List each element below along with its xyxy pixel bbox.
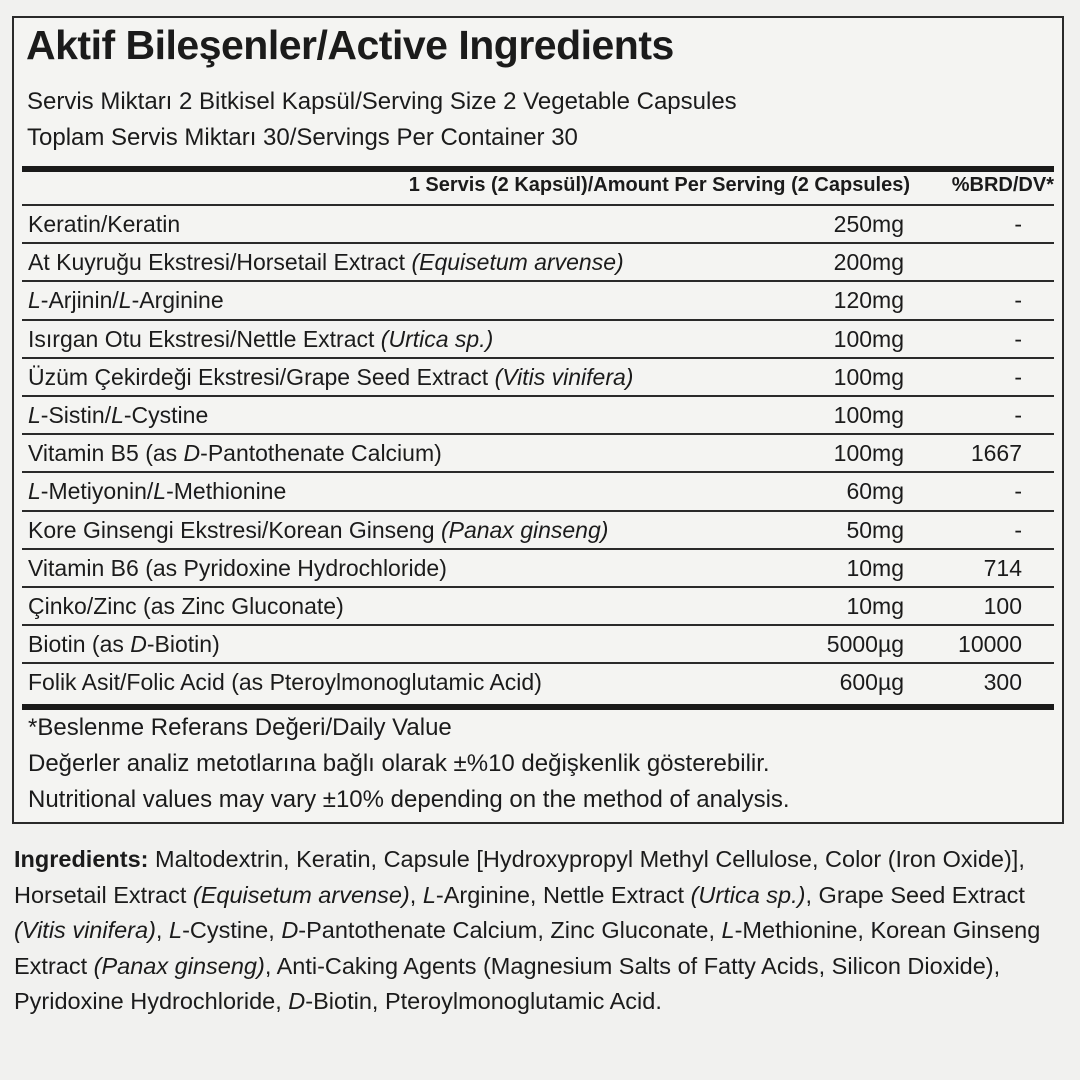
row-amount: 10mg [846, 554, 904, 581]
row-amount: 100mg [833, 363, 904, 390]
row-amount: 600µg [839, 669, 904, 696]
row-name: L-Metiyonin/L-Methionine [28, 478, 287, 505]
row-amount: 100mg [833, 440, 904, 467]
latin-name: (Urtica sp.) [380, 325, 494, 352]
row-dv: - [1014, 516, 1022, 543]
table-row [22, 204, 1054, 242]
table-row [22, 548, 1054, 586]
table-row [22, 395, 1054, 433]
row-dv: - [1014, 478, 1022, 505]
row-amount: 250mg [833, 211, 904, 237]
row-amount: 100mg [833, 401, 904, 428]
row-dv: 100 [983, 592, 1022, 619]
row-amount: 10mg [846, 592, 904, 619]
row-name: Folik Asit/Folic Acid (as Pteroylmonoglutamic Acid) [28, 669, 542, 696]
row-amount: 120mg [833, 287, 904, 314]
table-header [22, 174, 1054, 204]
table-row [22, 319, 1054, 357]
table-row [22, 624, 1054, 662]
latin-name: (Vitis vinifera) [494, 363, 634, 390]
row-dv: - [1014, 211, 1022, 237]
table-row [22, 357, 1054, 395]
latin-name: (Equisetum arvense) [411, 249, 624, 276]
row-dv: 1667 [970, 440, 1022, 467]
row-name: Keratin/Keratin [28, 211, 181, 237]
amount-column-header: 1 Servis (2 Kapsül)/Amount Per Serving (2 Capsules) [408, 174, 910, 196]
row-amount: 60mg [846, 478, 904, 505]
row-name: At Kuyruğu Ekstresi/Horsetail Extract (Equisetum arvense) [28, 249, 624, 276]
row-dv: 714 [983, 554, 1022, 581]
row-dv: - [1014, 363, 1022, 390]
row-name: L-Arjinin/L-Arginine [28, 287, 224, 314]
row-amount: 5000µg [826, 631, 904, 658]
servings-per-container: Toplam Servis Miktarı 30/Servings Per Container 30 [27, 124, 578, 151]
row-name: Üzüm Çekirdeği Ekstresi/Grape Seed Extract (Vitis vinifera) [28, 363, 634, 390]
row-name: L-Sistin/L-Cystine [28, 401, 209, 428]
table-row [22, 242, 1054, 280]
daily-value-footnote: *Beslenme Referans Değeri/Daily Value [28, 714, 452, 741]
panel-title: Aktif Bileşenler/Active Ingredients [26, 22, 674, 68]
dv-column-header: %BRD/DV* [951, 174, 1054, 196]
row-name: Kore Ginsengi Ekstresi/Korean Ginseng (Panax ginseng) [28, 516, 609, 543]
table-row [22, 662, 1054, 700]
row-name: Isırgan Otu Ekstresi/Nettle Extract (Urtica sp.) [28, 325, 494, 352]
row-dv: 10000 [958, 631, 1022, 658]
top-thick-divider [22, 166, 1054, 172]
row-dv: - [1014, 325, 1022, 352]
table-row [22, 510, 1054, 548]
table-row [22, 586, 1054, 624]
row-name: Vitamin B6 (as Pyridoxine Hydrochloride) [28, 554, 447, 581]
table-row [22, 280, 1054, 318]
supplement-facts-panel [12, 16, 1064, 824]
latin-name: (Panax ginseng) [440, 516, 609, 543]
row-amount: 50mg [846, 516, 904, 543]
bottom-thick-divider [22, 704, 1054, 710]
variance-note-turkish: Değerler analiz metotlarına bağlı olarak ±%10 değişkenlik gösterebilir. [28, 750, 770, 777]
row-amount: 100mg [833, 325, 904, 352]
row-name: Biotin (as D-Biotin) [28, 631, 220, 658]
ingredients-label: Ingredients: [14, 846, 149, 872]
row-name: Çinko/Zinc (as Zinc Gluconate) [28, 592, 344, 619]
row-dv: - [1014, 287, 1022, 314]
row-name: Vitamin B5 (as D-Pantothenate Calcium) [28, 440, 442, 467]
table-row [22, 433, 1054, 471]
row-amount: 200mg [833, 249, 904, 276]
variance-note-english: Nutritional values may vary ±10% depending on the method of analysis. [28, 786, 790, 813]
row-dv: - [1014, 401, 1022, 428]
ingredients-table [22, 204, 1054, 700]
row-dv: 300 [983, 669, 1022, 696]
ingredients-list: Ingredients: Maltodextrin, Keratin, Capsule [Hydroxypropyl Methyl Cellulose, Color (Iron Oxide)], Horsetail Extract (Equisetum arvense), L-Arginine, Nettle Extract (Urtica sp.), Grape Seed Extract (Vitis vinifera), L-Cystine, D-Pantothenate Calcium, Zinc Gluconate, L-Methionine, Korean Ginseng Extract (Panax ginseng), Anti-Caking Agents (Magnesium Salts of Fatty Acids, Silicon Dioxide), Pyridoxine Hydrochloride, D-Biotin, Pteroylmonoglutamic Acid. [14, 846, 1041, 1014]
serving-size: Servis Miktarı 2 Bitkisel Kapsül/Serving Size 2 Vegetable Capsules [27, 88, 737, 115]
table-row [22, 471, 1054, 509]
